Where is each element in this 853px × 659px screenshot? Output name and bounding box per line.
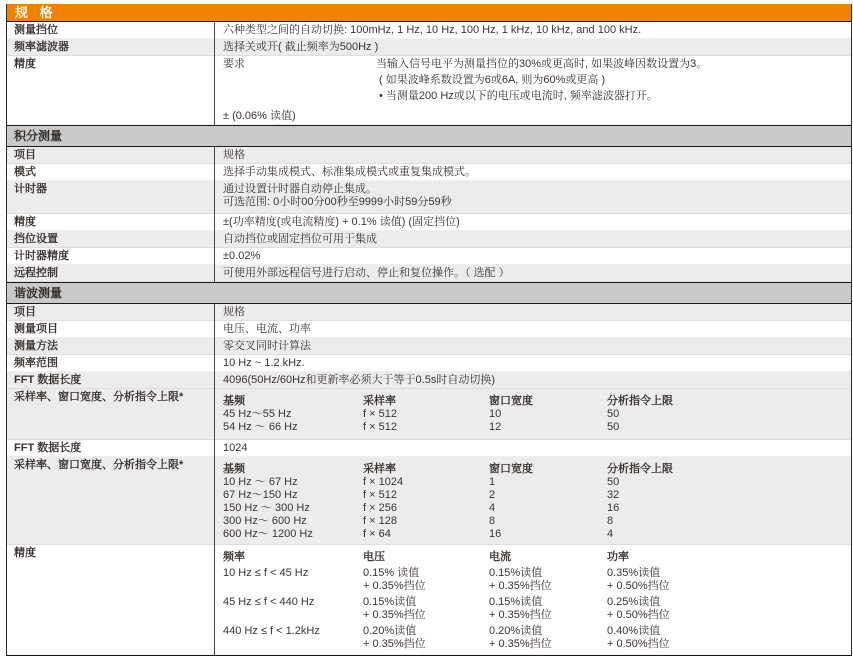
power-cell bbox=[607, 625, 847, 651]
row-value: 规格 bbox=[214, 147, 851, 164]
timer-line-1: 通过设置计时器自动停止集成。 bbox=[223, 183, 377, 195]
row-fft-length-1 bbox=[7, 372, 851, 389]
spec-sheet bbox=[6, 4, 852, 656]
row-harmonic-accuracy bbox=[7, 545, 851, 655]
subtable-header-cell: 基频 bbox=[223, 463, 245, 475]
row-value: 10 Hz ~ 1.2 kHz. bbox=[214, 355, 851, 372]
row-value: ±0.02% bbox=[214, 248, 851, 265]
subtable-cell: 10 bbox=[489, 408, 502, 420]
subtable-header-cell: 电流 bbox=[489, 551, 511, 563]
subtable-cell: 4 bbox=[489, 502, 496, 514]
row-label: 远程控制 bbox=[14, 267, 58, 279]
subtable-cell: 10 Hz ～ 67 Hz bbox=[223, 476, 298, 488]
requirement-notes bbox=[376, 58, 847, 106]
subtable-header-cell: 功率 bbox=[607, 551, 629, 563]
voltage-cell bbox=[363, 596, 489, 622]
subtable-cell: 1 bbox=[489, 476, 496, 488]
row-integration-timer bbox=[7, 181, 851, 214]
subtable-cell: f × 512 bbox=[363, 489, 397, 501]
value-line: 0.15% 读值 bbox=[363, 567, 420, 579]
section-title: 积分测量 bbox=[14, 129, 63, 143]
section-title: 谐波测量 bbox=[14, 286, 63, 300]
subtable-header-cell: 分析指令上限 bbox=[607, 395, 673, 407]
value-line: 0.15%读值 bbox=[363, 596, 417, 608]
row-value: 选择手动集成模式、标准集成模式或重复集成模式。 bbox=[214, 164, 851, 181]
accuracy-subtable-header bbox=[223, 551, 847, 564]
subtable-header-cell: 电压 bbox=[363, 551, 385, 563]
row-label: 计时器 bbox=[14, 183, 47, 195]
section-title: 规 格 bbox=[15, 5, 57, 20]
freq-cell: 10 Hz ≤ f < 45 Hz bbox=[223, 567, 309, 579]
row-label: 采样率、窗口宽度、分析指令上限* bbox=[14, 391, 184, 403]
subtable-cell: 300 Hz～ 600 Hz bbox=[223, 515, 307, 527]
row-sampling-table-1 bbox=[7, 389, 851, 440]
subtable-cell: 8 bbox=[489, 515, 496, 527]
row-measured-items bbox=[7, 321, 851, 338]
row-value: 1024 bbox=[214, 440, 851, 457]
subtable-cell: 67 Hz～150 Hz bbox=[223, 489, 298, 501]
row-frequency-range bbox=[7, 355, 851, 372]
value-line: + 0.35%挡位 bbox=[489, 638, 552, 650]
value-line: + 0.50%挡位 bbox=[607, 580, 670, 592]
row-spec-accuracy bbox=[7, 56, 851, 125]
row-label: 测量项目 bbox=[14, 323, 58, 335]
voltage-cell bbox=[363, 567, 489, 593]
value-line: 0.25%读值 bbox=[607, 596, 661, 608]
value-line: + 0.35%挡位 bbox=[363, 609, 426, 621]
value-line: 0.40%读值 bbox=[607, 625, 661, 637]
row-value: 自动挡位或固定挡位可用于集成 bbox=[214, 231, 851, 248]
accuracy-block-2 bbox=[223, 596, 847, 622]
value-line: + 0.50%挡位 bbox=[607, 609, 670, 621]
row-label: 频率滤波器 bbox=[14, 41, 69, 53]
value-line: 0.20%读值 bbox=[363, 625, 417, 637]
row-label: 精度 bbox=[14, 216, 36, 228]
timer-line-2: 可选范围: 0小时00分00秒至9999小时59分59秒 bbox=[223, 196, 452, 208]
value-line: 0.15%读值 bbox=[489, 596, 543, 608]
subtable-cell: f × 512 bbox=[363, 408, 397, 420]
subtable-cell: 4 bbox=[607, 528, 614, 540]
value-line: 0.20%读值 bbox=[489, 625, 543, 637]
subtable-cell: f × 256 bbox=[363, 502, 397, 514]
freq-cell: 440 Hz ≤ f < 1.2kHz bbox=[223, 625, 320, 637]
sampling-subtable-1 bbox=[223, 395, 847, 434]
value-line: + 0.50%挡位 bbox=[607, 638, 670, 650]
row-value: ±(功率精度(或电流精度) + 0.1% 读值) (固定挡位) bbox=[214, 214, 851, 231]
value-line: + 0.35%挡位 bbox=[489, 609, 552, 621]
subtable-header-cell: 窗口宽度 bbox=[489, 463, 533, 475]
subtable-cell: 12 bbox=[489, 421, 502, 433]
row-integration-item bbox=[7, 147, 851, 164]
accuracy-value: ± (0.06% 读值) bbox=[223, 110, 296, 122]
accuracy-block-3 bbox=[223, 625, 847, 651]
row-range-setting bbox=[7, 231, 851, 248]
row-value: 选择关或开( 截止频率为500Hz ) bbox=[214, 39, 851, 56]
row-label: 频率范围 bbox=[14, 357, 58, 369]
row-value: 六种类型之间的自动切换: 100mHz, 1 Hz, 10 Hz, 100 Hz, 1 kHz, 10 kHz, and 100 kHz. bbox=[214, 22, 851, 39]
row-label: 挡位设置 bbox=[14, 233, 58, 245]
power-cell bbox=[607, 596, 847, 622]
row-value: 可使用外部远程信号进行启动、停止和复位操作。（ 选配 ） bbox=[214, 265, 851, 282]
subtable-header-cell: 频率 bbox=[223, 551, 245, 563]
row-remote-control bbox=[7, 265, 851, 282]
subtable-cell: 50 bbox=[607, 421, 620, 433]
subtable-cell: 54 Hz ～ 66 Hz bbox=[223, 421, 298, 433]
subtable-cell: 2 bbox=[489, 489, 496, 501]
subtable-cell: f × 1024 bbox=[363, 476, 404, 488]
accuracy-block-1 bbox=[223, 567, 847, 593]
subtable-cell: 8 bbox=[607, 515, 614, 527]
current-cell bbox=[489, 596, 607, 622]
section-header-integration bbox=[7, 125, 851, 147]
power-cell bbox=[607, 567, 847, 593]
subtable-cell: 45 Hz～55 Hz bbox=[223, 408, 292, 420]
value-line: 0.35%读值 bbox=[607, 567, 661, 579]
requirement-label: 要求 bbox=[223, 58, 245, 70]
row-value: 4096(50Hz/60Hz和更新率必须大于等于0.5s时自动切换) bbox=[214, 372, 851, 389]
row-harmonic-item bbox=[7, 304, 851, 321]
subtable-cell: 600 Hz～ 1200 Hz bbox=[223, 528, 313, 540]
subtable-cell: f × 64 bbox=[363, 528, 391, 540]
value-line: 0.15%读值 bbox=[489, 567, 543, 579]
row-label: 计时器精度 bbox=[14, 250, 69, 262]
subtable-cell: 32 bbox=[607, 489, 620, 501]
row-label: 项目 bbox=[14, 149, 36, 161]
current-cell bbox=[489, 625, 607, 651]
subtable-cell: 50 bbox=[607, 476, 620, 488]
row-value: 规格 bbox=[214, 304, 851, 321]
row-label: 项目 bbox=[14, 306, 36, 318]
row-label: 精度 bbox=[14, 547, 36, 559]
value-line: + 0.35%挡位 bbox=[363, 638, 426, 650]
subtable-cell: 16 bbox=[607, 502, 620, 514]
row-fft-length-2 bbox=[7, 440, 851, 457]
subtable-header-cell: 分析指令上限 bbox=[607, 463, 673, 475]
freq-cell: 45 Hz ≤ f < 440 Hz bbox=[223, 596, 315, 608]
subtable-cell: 16 bbox=[489, 528, 502, 540]
subtable-cell: f × 128 bbox=[363, 515, 397, 527]
subtable-header-cell: 采样率 bbox=[363, 463, 396, 475]
subtable-cell: 50 bbox=[607, 408, 620, 420]
row-value: 零交叉同时计算法 bbox=[214, 338, 851, 355]
current-cell bbox=[489, 567, 607, 593]
row-timer-accuracy bbox=[7, 248, 851, 265]
note-line: • 当测量200 Hz或以下的电压或电流时, 频率滤波器打开。 bbox=[379, 90, 658, 102]
sampling-subtable-2 bbox=[223, 463, 847, 541]
note-line: 当输入信号电平为测量挡位的30%或更高时, 如果波峰因数设置为3。 bbox=[376, 58, 708, 70]
accuracy-requirement bbox=[223, 58, 847, 106]
value-line: + 0.35%挡位 bbox=[489, 580, 552, 592]
row-measure-method bbox=[7, 338, 851, 355]
row-label: 测量方法 bbox=[14, 340, 58, 352]
subtable-header-cell: 基频 bbox=[223, 395, 245, 407]
subtable-header-cell: 采样率 bbox=[363, 395, 396, 407]
row-label: FFT 数据长度 bbox=[14, 374, 82, 386]
voltage-cell bbox=[363, 625, 489, 651]
row-sampling-table-2 bbox=[7, 457, 851, 545]
row-label: FFT 数据长度 bbox=[14, 442, 82, 454]
section-header-harmonic bbox=[7, 282, 851, 304]
section-header-specifications bbox=[7, 4, 851, 22]
row-measure-range bbox=[7, 22, 851, 39]
row-frequency-filter bbox=[7, 39, 851, 56]
subtable-cell: 150 Hz ～ 300 Hz bbox=[223, 502, 310, 514]
note-line: ( 如果波峰系数设置为6或6A, 则为60%或更高 ) bbox=[379, 74, 606, 86]
row-integration-mode bbox=[7, 164, 851, 181]
row-label: 采样率、窗口宽度、分析指令上限* bbox=[14, 459, 184, 471]
row-label: 测量挡位 bbox=[14, 24, 58, 36]
row-integration-accuracy bbox=[7, 214, 851, 231]
row-value: 电压、电流、功率 bbox=[214, 321, 851, 338]
subtable-cell: f × 512 bbox=[363, 421, 397, 433]
value-line: + 0.35%挡位 bbox=[363, 580, 426, 592]
subtable-header-cell: 窗口宽度 bbox=[489, 395, 533, 407]
row-label: 精度 bbox=[14, 58, 36, 70]
row-label: 模式 bbox=[14, 166, 36, 178]
